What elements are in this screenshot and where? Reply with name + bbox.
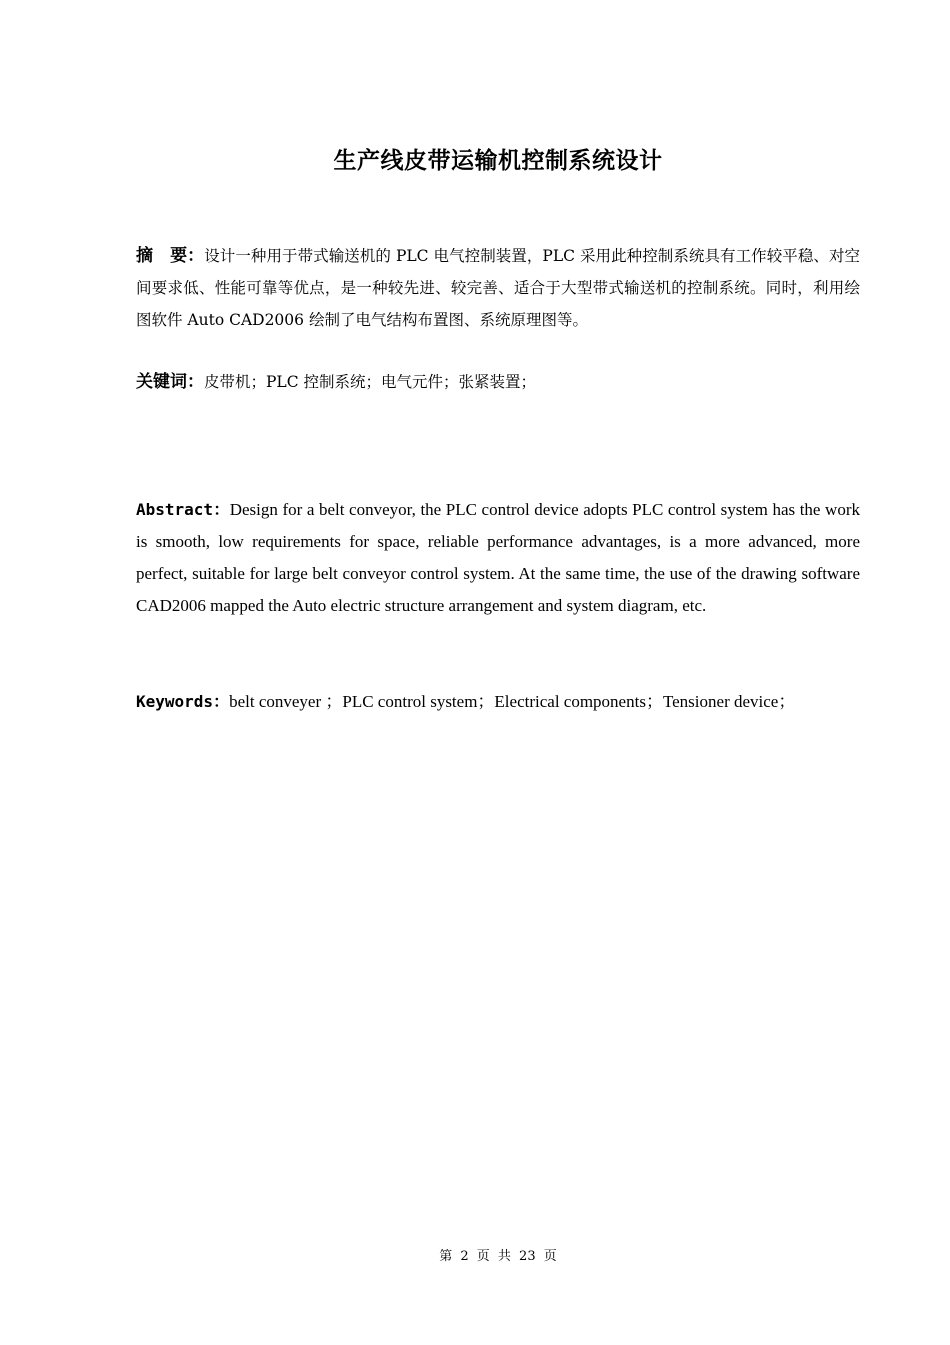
- english-keywords-text: belt conveyer ；PLC control system；Electrical components；Tensioner device；: [229, 692, 796, 711]
- english-keywords-label: Keywords：: [136, 692, 230, 711]
- chinese-keywords-text: 皮带机；PLC 控制系统；电气元件；张紧装置；: [204, 373, 537, 391]
- english-abstract-text: Design for a belt conveyor, the PLC control device adopts PLC control system has the work is smooth, low requirements for space, reliable performance advantages, is a more advanced, more perfect, suitable for large belt conveyor control system. At the same time, the use of the drawing software CAD2006 mapped the Auto electric structure arrangement and system diagram, etc.: [136, 500, 860, 615]
- chinese-keywords-label: 关键词：: [136, 372, 204, 392]
- english-abstract-label: Abstract：: [136, 500, 230, 519]
- page-number-footer: 第 2 页 共 23 页: [439, 1249, 557, 1264]
- chinese-abstract-label: 摘 要：: [136, 246, 205, 266]
- chinese-keywords: [136, 366, 860, 398]
- english-abstract: [136, 494, 860, 622]
- chinese-abstract-text: 设计一种用于带式输送机的 PLC 电气控制装置，PLC 采用此种控制系统具有工作较平稳、对空间要求低、性能可靠等优点，是一种较先进、较完善、适合于大型带式输送机的控制系统。同时，利用绘图软件 Auto CAD2006 绘制了电气结构布置图、系统原理图等。: [136, 247, 861, 329]
- document-title: 生产线皮带运输机控制系统设计: [333, 148, 663, 174]
- chinese-abstract: [136, 240, 860, 336]
- english-keywords: [136, 686, 876, 718]
